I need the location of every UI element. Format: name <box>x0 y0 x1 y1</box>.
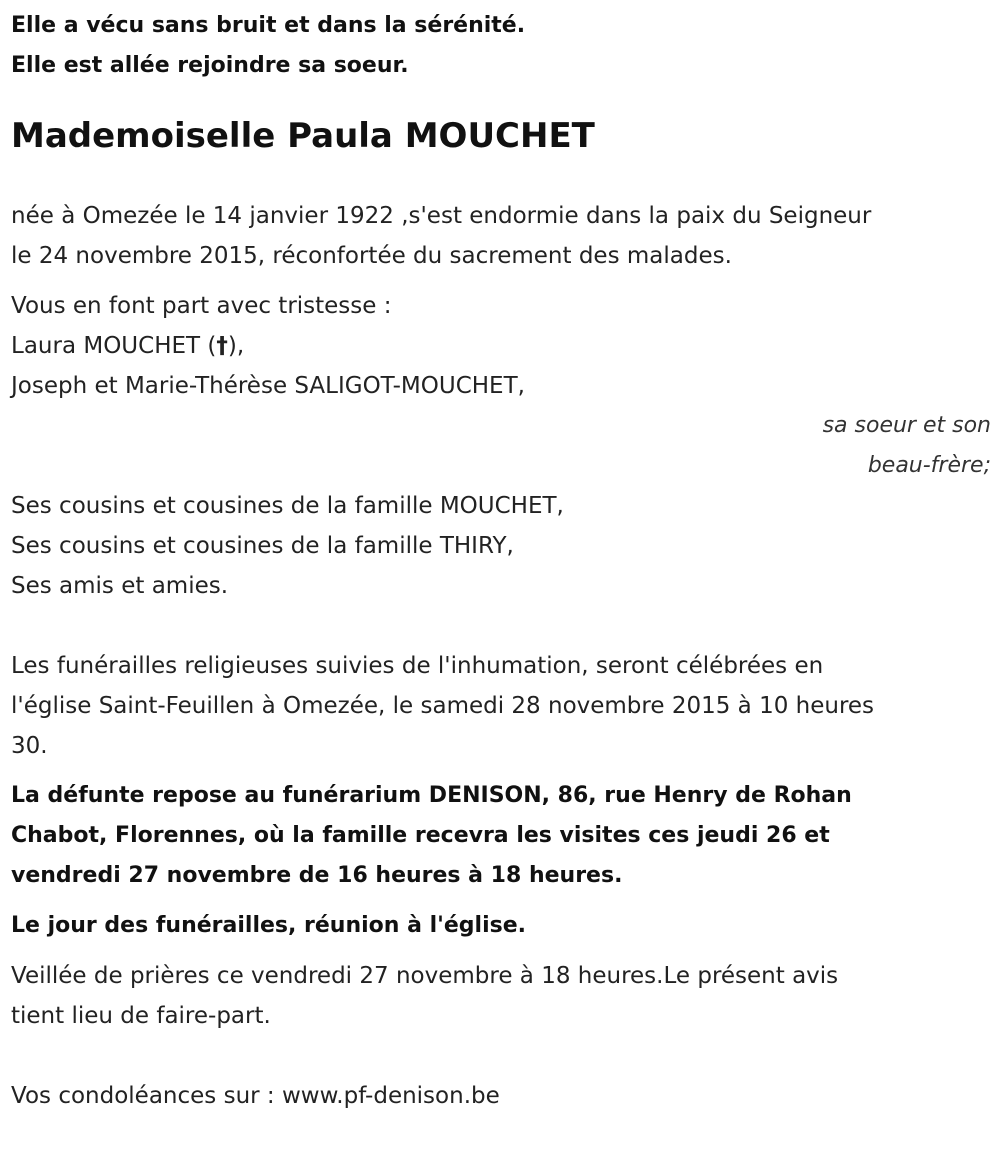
repose-line-2: Chabot, Florennes, où la famille recevra les visites ces jeudi 26 et <box>11 823 830 848</box>
funeral-day-meeting: Le jour des funérailles, réunion à l'église. <box>11 913 526 938</box>
death-notice <box>11 0 991 1116</box>
cousins-list-item: Ses amis et amies. <box>11 573 229 599</box>
relation-line-2: beau-frère; <box>867 453 991 478</box>
deceased-name-title: Mademoiselle Paula MOUCHET <box>11 116 595 156</box>
intro-line-1: Elle a vécu sans bruit et dans la sérénité. <box>11 13 526 38</box>
birth-line-2: le 24 novembre 2015, réconfortée du sacrement des malades. <box>11 243 732 269</box>
sister-name-prefix: Laura MOUCHET ( <box>11 333 217 359</box>
announce-tristesse: Vous en font part avec tristesse : <box>11 293 392 319</box>
repose-line-1: La défunte repose au funérarium DENISON, 86, rue Henry de Rohan <box>11 783 852 808</box>
family-block <box>11 326 991 606</box>
veillee-paragraph <box>11 956 991 1036</box>
cousins-list-item: Ses cousins et cousines de la famille THIRY, <box>11 533 514 559</box>
intro-block <box>11 6 991 86</box>
funeral-paragraph <box>11 646 991 766</box>
repose-line-3: vendredi 27 novembre de 16 heures à 18 heures. <box>11 863 623 888</box>
veillee-line-1: Veillée de prières ce vendredi 27 novembre à 18 heures.Le présent avis <box>11 963 839 989</box>
sister-line <box>11 326 991 366</box>
funeral-line-3: 30. <box>11 733 48 759</box>
cousins-list-item: Ses cousins et cousines de la famille MOUCHET, <box>11 493 564 519</box>
funeral-line-1: Les funérailles religieuses suivies de l'inhumation, seront célébrées en <box>11 653 824 679</box>
funeral-line-2: l'église Saint-Feuillen à Omezée, le samedi 28 novembre 2015 à 10 heures <box>11 693 875 719</box>
cross-icon: † <box>216 333 228 359</box>
relation-line-1: sa soeur et son <box>822 413 991 438</box>
veillee-line-2: tient lieu de faire-part. <box>11 1003 271 1029</box>
repose-paragraph <box>11 776 991 896</box>
cousins-list <box>11 486 991 606</box>
condolences-line: Vos condoléances sur : www.pf-denison.be <box>11 1083 500 1109</box>
sister-name-suffix: ), <box>227 333 245 359</box>
birth-death-paragraph <box>11 196 991 276</box>
couple-line: Joseph et Marie-Thérèse SALIGOT-MOUCHET, <box>11 373 525 399</box>
intro-line-2: Elle est allée rejoindre sa soeur. <box>11 53 409 78</box>
birth-line-1: née à Omezée le 14 janvier 1922 ,s'est endormie dans la paix du Seigneur <box>11 203 872 229</box>
